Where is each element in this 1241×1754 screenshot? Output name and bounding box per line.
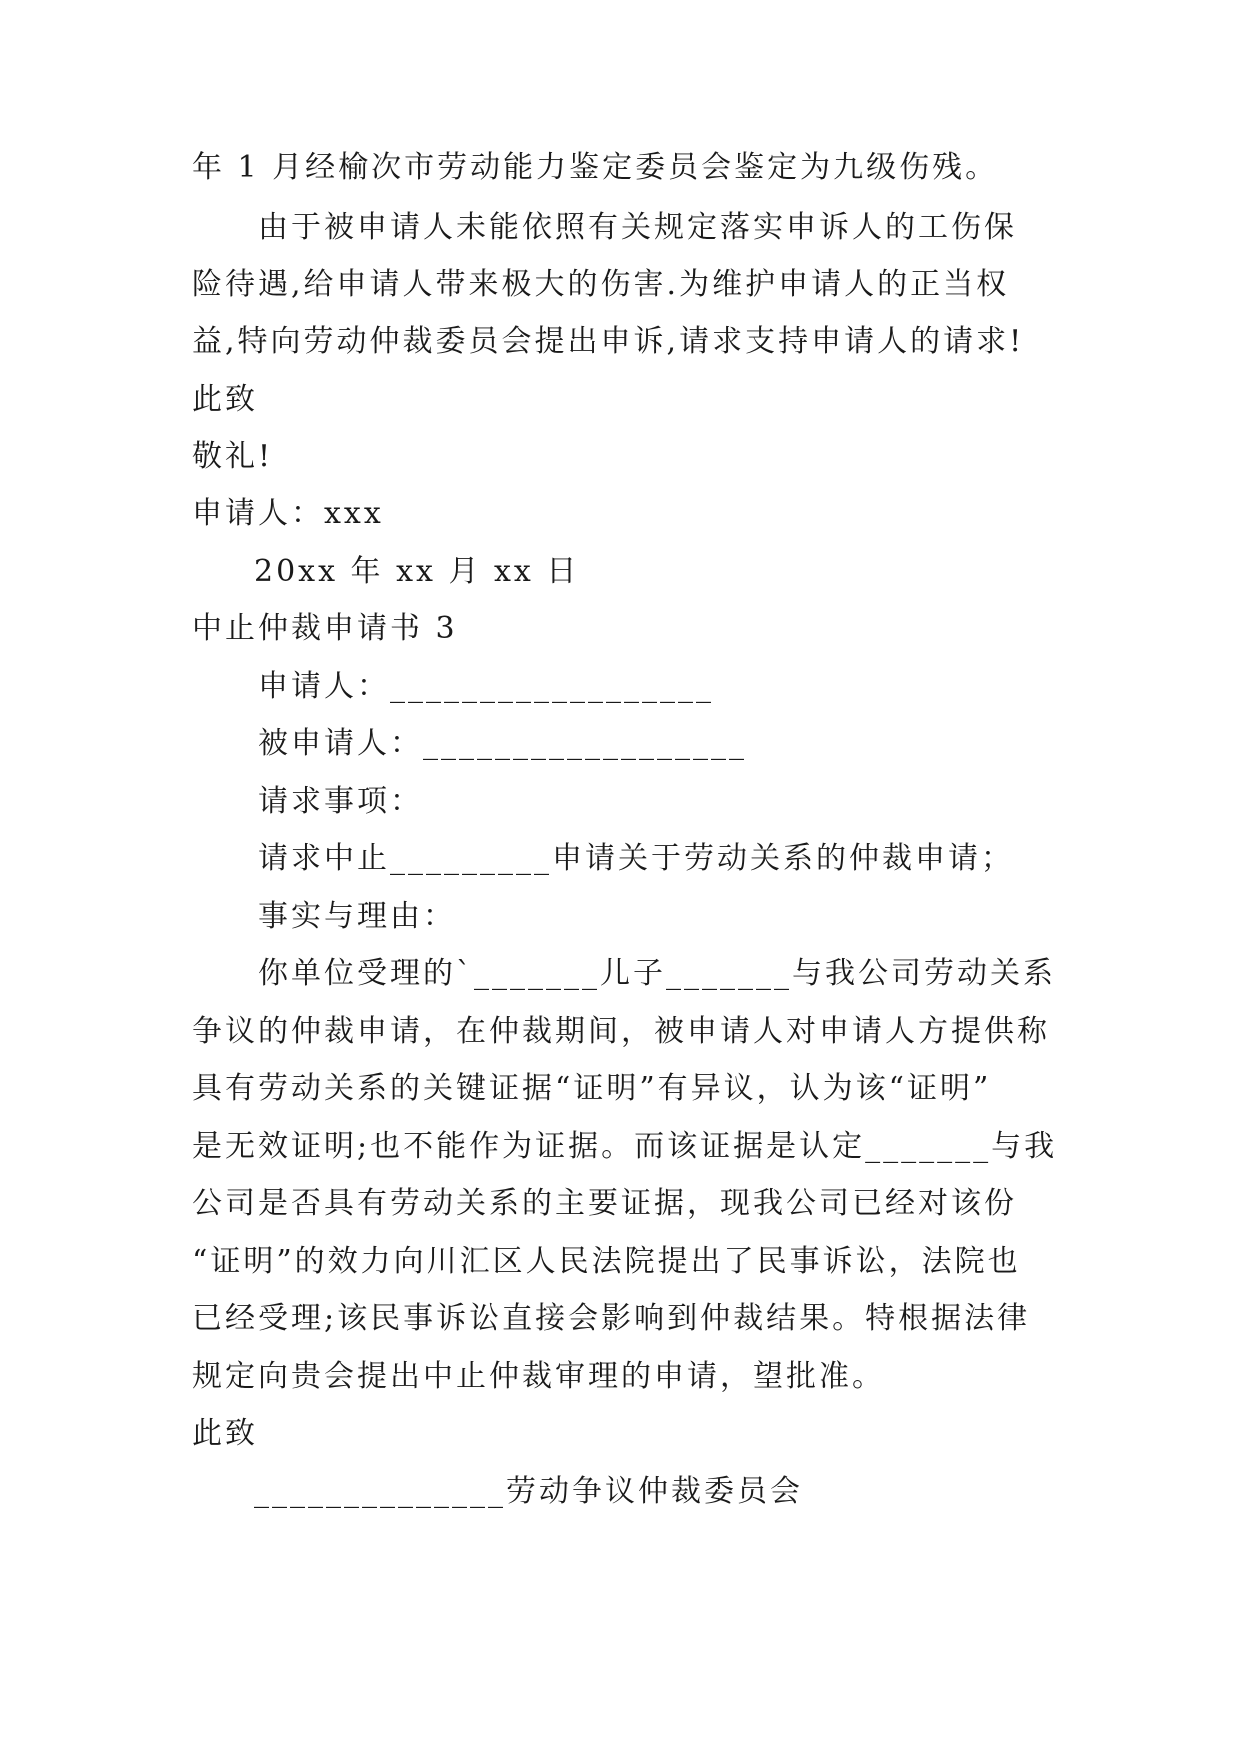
request-item: 请求中止_________申请关于劳动关系的仲裁申请； <box>258 841 1014 876</box>
body-text-line: 由于被申请人未能依照有关规定落实申诉人的工伤保 <box>258 210 1017 245</box>
body-text-line: “证明”的效力向川汇区人民法院提出了民事诉讼，法院也 <box>192 1244 1021 1279</box>
body-text-line: 具有劳动关系的关键证据“证明”有异议，认为该“证明” <box>192 1071 992 1106</box>
signature-date: 20xx 年 xx 月 xx 日 <box>254 554 580 589</box>
section-title: 中止仲裁申请书 3 <box>192 611 458 646</box>
respondent-field: 被申请人：__________________ <box>258 726 747 761</box>
body-text-line: 规定向贵会提出中止仲裁审理的申请，望批准。 <box>192 1359 885 1394</box>
body-text-line: 是无效证明;也不能作为证据。而该证据是认定_______与我 <box>192 1129 1058 1164</box>
body-text-line: 险待遇,给申请人带来极大的伤害.为维护申请人的正当权 <box>192 267 1010 302</box>
body-text-line: 年 1 月经榆次市劳动能力鉴定委员会鉴定为九级伤残。 <box>192 150 999 185</box>
recipient-committee: ______________劳动争议仲裁委员会 <box>254 1474 803 1509</box>
facts-heading: 事实与理由： <box>258 899 456 934</box>
applicant-signature: 申请人：xxx <box>192 496 384 531</box>
applicant-field: 申请人：__________________ <box>258 669 714 704</box>
body-text-line: 已经受理;该民事诉讼直接会影响到仲裁结果。特根据法律 <box>192 1301 1031 1336</box>
body-text-line: 你单位受理的`_______儿子_______与我公司劳动关系 <box>258 956 1056 991</box>
closing-regards: 敬礼! <box>192 439 274 474</box>
body-text-line: 公司是否具有劳动关系的主要证据，现我公司已经对该份 <box>192 1186 1017 1221</box>
body-text-line: 益,特向劳动仲裁委员会提出申诉,请求支持申请人的请求! <box>192 324 1025 359</box>
closing-salutation: 此致 <box>192 382 258 417</box>
body-text-line: 争议的仲裁申请，在仲裁期间，被申请人对申请人方提供称 <box>192 1014 1050 1049</box>
request-heading: 请求事项： <box>258 784 423 819</box>
closing-salutation: 此致 <box>192 1416 258 1451</box>
